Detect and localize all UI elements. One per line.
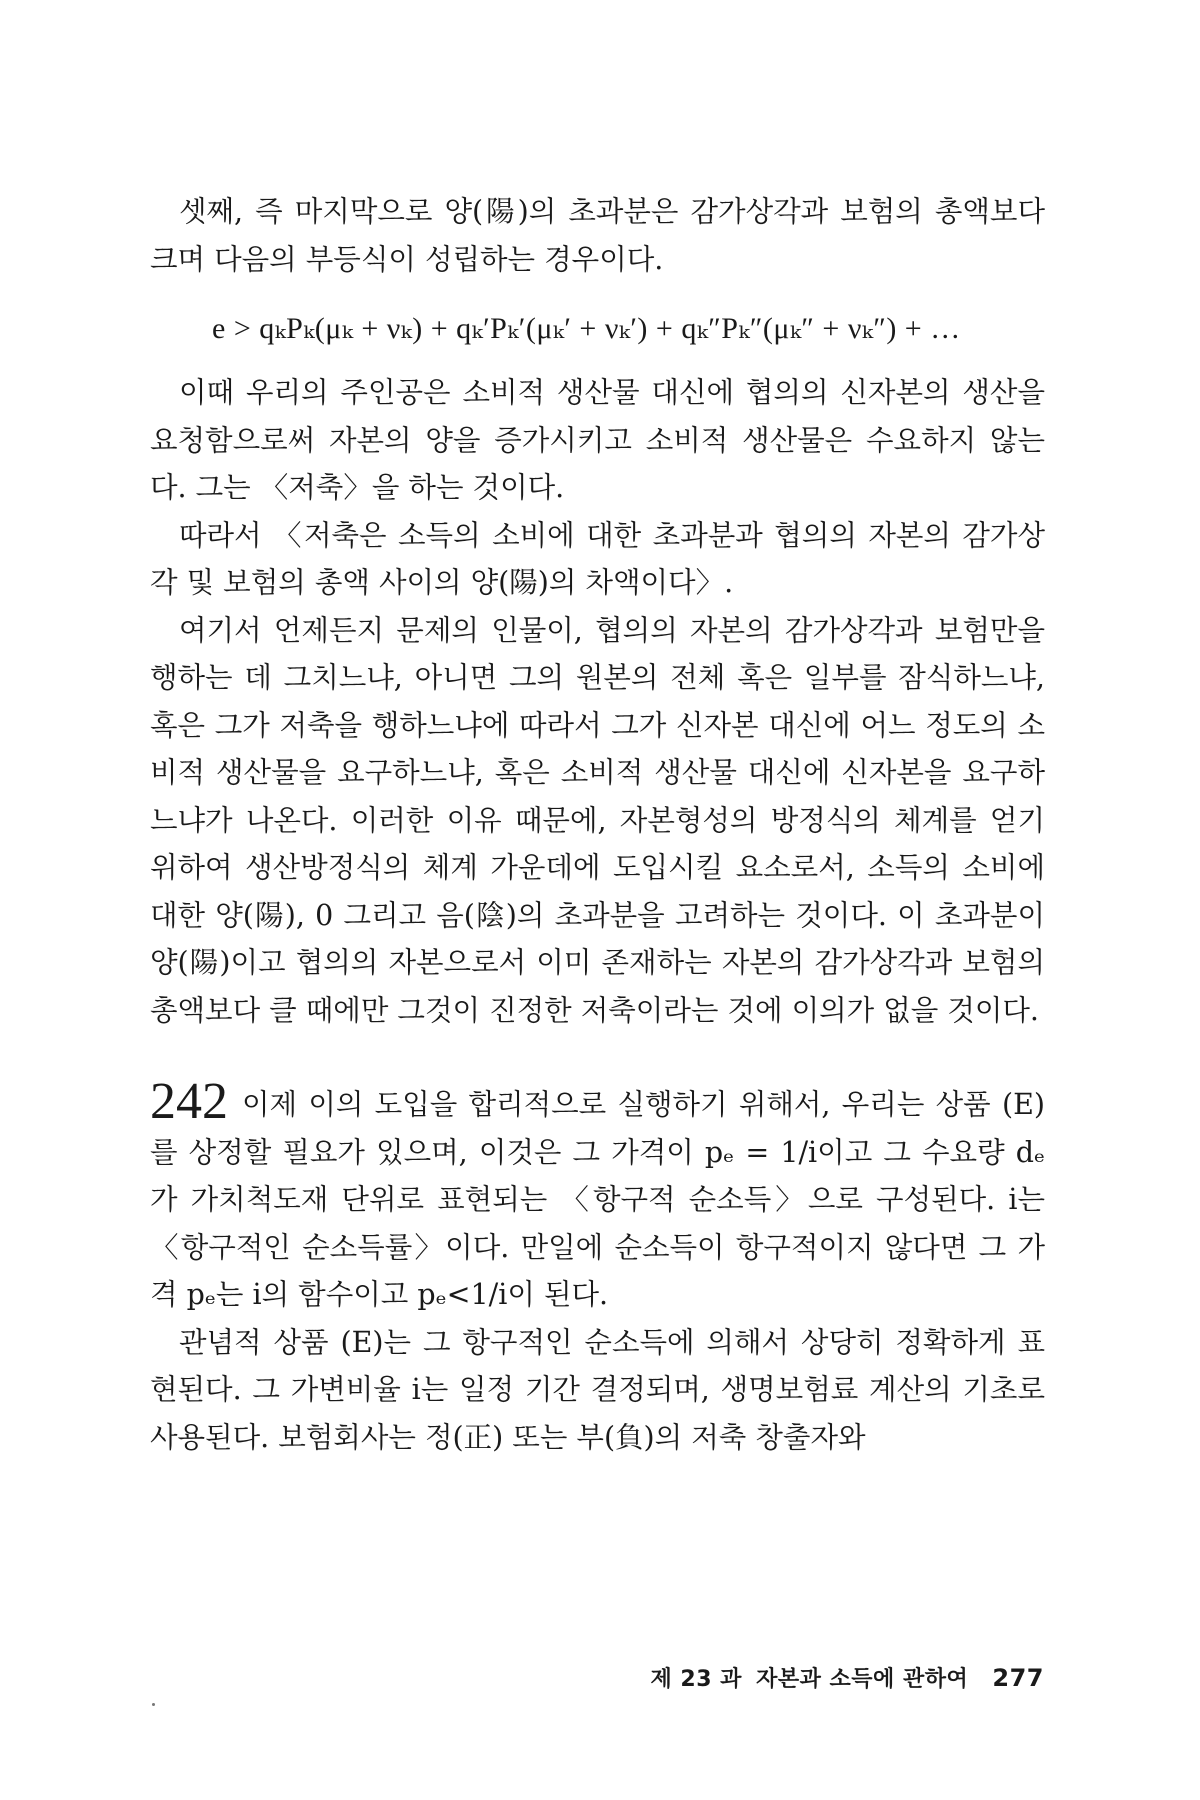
paragraph: 이때 우리의 주인공은 소비적 생산물 대신에 협의의 신자본의 생산을 요청함으로써 자본의 양을 증가시키고 소비적 생산물은 수요하지 않는다. 그는 〈저축〉을 하는 것이다.	[150, 376, 1045, 504]
running-footer	[645, 1662, 1045, 1693]
paragraph: 셋째, 즉 마지막으로 양(陽)의 초과분은 감가상각과 보험의 총액보다 크며 다음의 부등식이 성립하는 경우이다.	[150, 195, 1045, 276]
section-text: 이제 이의 도입을 합리적으로 실행하기 위해서, 우리는 상품 (E)를 상정할 필요가 있으며, 이것은 그 가격이 pₑ = 1/i이고 그 수요량 dₑ가 가치척도재 단위로 표현되는 〈항구적 순소득〉으로 구성된다. i는 〈항구적인 순소득률〉이다. 만일에 순소득이 항구적이지 않다면 그 가격 pₑ는 i의 함수이고 pₑ<1/i이 된다.	[150, 1088, 1045, 1311]
footer-title: 자본과 소득에 관하여	[756, 1667, 969, 1692]
page-body	[150, 188, 1045, 1461]
paragraph: 따라서 〈저축은 소득의 소비에 대한 초과분과 협의의 자본의 감가상각 및 보험의 총액 사이의 양(陽)의 차액이다〉.	[150, 518, 1045, 599]
page-number: 277	[992, 1664, 1044, 1692]
section-paragraph	[150, 1073, 1045, 1319]
section-gap	[150, 1034, 1045, 1078]
scan-speck	[152, 1703, 155, 1706]
inequality-formula: e > qₖPₖ(μₖ + νₖ) + qₖ′Pₖ′(μₖ′ + νₖ′) + qₖ″Pₖ″(μₖ″ + νₖ″) + …	[212, 312, 961, 345]
paragraph: 여기서 언제든지 문제의 인물이, 협의의 자본의 감가상각과 보험만을 행하는 데 그치느냐, 아니면 그의 원본의 전체 혹은 일부를 잠식하느냐, 혹은 그가 저축을 행하느냐에 따라서 그가 신자본 대신에 어느 정도의 소비적 생산물을 요구하느냐, 혹은 소비적 생산물 대신에 신자본을 요구하느냐가 나온다. 이러한 이유 때문에, 자본형성의 방정식의 체계를 얻기 위하여 생산방정식의 체계 가운데에 도입시킬 요소로서, 소득의 소비에 대한 양(陽), 0 그리고 음(陰)의 초과분을 고려하는 것이다. 이 초과분이 양(陽)이고 협의의 자본으로서 이미 존재하는 자본의 감가상각과 보험의 총액보다 클 때에만 그것이 진정한 저축이라는 것에 이의가 없을 것이다.	[150, 613, 1045, 1027]
paragraph: 관념적 상품 (E)는 그 항구적인 순소득에 의해서 상당히 정확하게 표현된다. 그 가변비율 i는 일정 기간 결정되며, 생명보험료 계산의 기초로 사용된다. 보험회사는 정(正) 또는 부(負)의 저축 창출자와	[150, 1325, 1045, 1454]
footer-chapter: 제 23 과	[650, 1667, 742, 1692]
section-number: 242	[150, 1073, 228, 1130]
